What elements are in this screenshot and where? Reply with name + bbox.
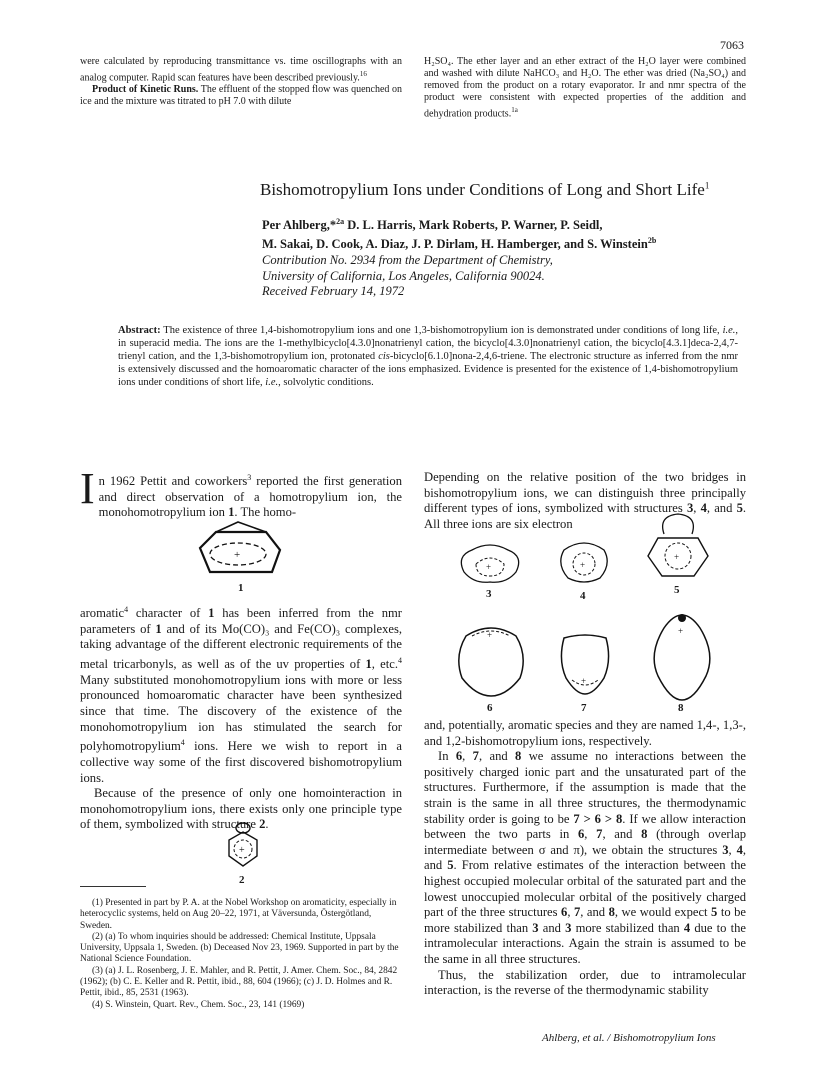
title-ref: 1 <box>704 180 710 191</box>
intro-p1b: reported the first generation and direct observation of a homotropylium ion, the monohomotropylium ion <box>98 474 402 520</box>
right-p3i: more stabilized than <box>571 920 684 935</box>
footnotes <box>80 898 402 1011</box>
section-head-product: Product of Kinetic Runs. <box>92 84 199 96</box>
author-sup-2b: 2b <box>647 236 657 246</box>
footnote-3: (3) (a) J. L. Rosenberg, J. E. Mahler, and R. Pettit, J. Amer. Chem. Soc., 84, 2842 (1962); (b) C. E. Keller and R. Pettit, ibid., 88, 604 (1966); (c) J. D. Holmes and R. Pettit, ibid., 85, 2531 (1963). <box>80 965 398 999</box>
author-sup-2a: 2a <box>336 217 345 226</box>
right-p2: and, potentially, aromatic species and they are named 1,4-, 1,3-, and 1,2-bishomotropylium ions, respectively. <box>424 718 746 748</box>
article-title <box>260 180 790 200</box>
structure-8-svg <box>644 604 720 704</box>
structure-8-figure <box>644 604 720 714</box>
body-p2e: , etc. <box>371 657 398 672</box>
structure-label-1: 1 <box>238 582 244 594</box>
body-p2g: ions. Here we wish to report in a collective way some of the first discovered bishomotropylium ions. <box>80 739 402 785</box>
stability-order: 7 > 6 > 8 <box>573 811 623 826</box>
right-p4: Thus, the stabilization order, due to intramolecular interaction, is the reverse of the thermodynamic stability <box>424 967 746 998</box>
abstract-label: Abstract: <box>118 325 161 336</box>
structure-label-5: 5 <box>674 584 680 596</box>
abstract-ie2: i.e. <box>265 377 279 388</box>
footnote-2: (2) (a) To whom inquiries should be addressed: Chemical Institute, Uppsala University, Uppsala 1, Sweden. (b) Deceased Nov 23, 1969. Supported in part by the National Science Foundation. <box>80 931 399 965</box>
body-p2d: and of its Mo(CO)₃ and Fe(CO)₃ complexes, taking advantage of the different electronic requirements of the metal tricarbonyls, as well as of the uv properties of <box>80 621 403 672</box>
abstract-p2: , in superacid media. The ions are the 1-methylbicyclo[4.3.0]nonatrienyl cation, the bicyclo[4.3.0]nonatrienyl cation, the bicyclo[4.3.1]deca-2,4,7-trienyl cation, and the 1,3-bishomotropylium ion, protonated <box>118 325 739 362</box>
affiliation-line2: University of California, Los Angeles, California 90024. <box>262 268 545 283</box>
abstract-p4: , solvolytic conditions. <box>278 377 374 388</box>
svg-text:+: + <box>486 562 492 572</box>
received-date: Received February 14, 1972 <box>262 284 405 298</box>
affiliation <box>262 253 722 300</box>
abstract-ie1: i.e. <box>722 325 736 336</box>
article-title-text: Bishomotropylium Ions under Conditions of Long and Short Life <box>260 180 705 199</box>
right-p3b: we assume no interactions between the positively charged ionic part and the unsaturated part of the structures. Furthermore, if the assumption is made that the strain is the same in all three structures, the thermodynamic stability order is going to be <box>424 749 746 826</box>
footnote-1: (1) Presented in part by P. A. at the Nobel Workshop on aromaticity, especially in heterocyclic systems, held on Aug 20–22, 1971, at Väversunda, Östergötland, Sweden. <box>80 898 397 931</box>
ref-4c: 4 <box>180 738 185 748</box>
author-list <box>262 214 782 252</box>
structure-2-figure <box>218 820 268 886</box>
abstract <box>118 324 738 389</box>
top-right-text-body: H₂SO₄. The ether layer and an ether extract of the H₂O layer were combined and washed with dilute NaHCO₃ and H₂O. The ether was dried (Na₂SO₄) and removed from the product on a rotary evaporator. Ir and nmr spectra of the product were consistent with expected properties of the addition and dehydration products. <box>424 56 746 120</box>
top-right-text <box>424 56 746 120</box>
page-number: 7063 <box>720 38 744 52</box>
svg-text:+: + <box>678 626 684 636</box>
ref-4a: 4 <box>124 605 129 614</box>
ref-1a: 1a <box>511 106 518 114</box>
structure-label-4: 4 <box>580 590 586 602</box>
footer-authors: Ahlberg, et al. <box>542 1032 605 1044</box>
author-line1b: D. L. Harris, Mark Roberts, P. Warner, P. Seidl, <box>344 218 603 233</box>
footer-separator: / <box>604 1032 614 1044</box>
svg-text:+: + <box>234 549 241 561</box>
right-p3e: . From relative estimates of the interaction between the highest occupied molecular orbital of the saturated part and the lowest unoccupied molecular orbital of the positively charged part of the three structures <box>424 858 746 920</box>
ref-16: 16 <box>359 70 367 78</box>
footer-title: Bishomotropylium Ions <box>613 1032 716 1044</box>
right-and-1: , and <box>706 501 737 516</box>
svg-text:+: + <box>239 845 245 856</box>
right-p3h: and <box>538 920 566 935</box>
structure-6-svg <box>450 616 532 702</box>
structure-label-8: 8 <box>678 702 684 714</box>
structure-label-6: 6 <box>487 702 493 714</box>
body-p3a: Because of the presence of only one homointeraction in monohomotropylium ions, there exists only one principle type of them, symbolized with structure <box>80 786 402 832</box>
top-left-text1: were calculated by reproducing transmittance vs. time oscillographs with an analog computer. Rapid scan features have been described previously. <box>80 56 402 84</box>
structure-4-figure <box>552 540 616 602</box>
footnote-rule <box>80 886 146 887</box>
ref-structure-3a: 3 <box>686 501 694 516</box>
ref-structure-2: 2 <box>259 817 266 832</box>
left-col-body: aromatic$^4$ character of 1 has been inferred from the nmr parameters of 1 and of its Mo(CO)₃ and Fe(CO)₃ complexes, taking advantage of the different electronic requirements of the metal tricarbonyls, as well as of the uv properties of 1, etc.$^4$ Many substituted monohomotropylium ions with more or less pronounced homoaromatic character have been synthesized since that time. The discovery of the existence of the monohomotropylium ion has stimulated the search for polyhomotropylium$^4$ ions. Here we wish to report in a collective way some of the first discovered bishomotropylium ions. Because of the presence of only one homointeraction in monohomotropylium ions, there exists only one principle type of them, symbolized with structure 2. <box>80 605 403 832</box>
right-p3j: due to the intramolecular interactions. Again the strain is assumed to be the same in all three structures. <box>424 920 747 966</box>
intro-p1c: . The homo- <box>234 505 297 520</box>
structure-7-svg <box>554 630 616 700</box>
body-p2b: character of <box>128 606 209 621</box>
structure-1-svg <box>180 518 300 584</box>
left-col-intro <box>80 464 402 521</box>
structure-5-figure <box>638 512 718 596</box>
ref-structure-5a: 5 <box>736 501 743 516</box>
affiliation-line1: Contribution No. 2934 from the Department of Chemistry, <box>262 253 553 267</box>
ref-3: 3 <box>247 473 252 482</box>
structure-2-svg <box>218 820 268 872</box>
structure-label-7: 7 <box>581 702 587 714</box>
right-col-intro: Depending on the relative position of the two bridges in bishomotropylium ions, we can distinguish three principally different types of ions, symbolized with structures 3, 4, and 5. All three ions are six electron <box>424 470 747 531</box>
structure-7-figure <box>554 630 616 714</box>
footnote-4: (4) S. Winstein, Quart. Rev., Chem. Soc., 23, 141 (1969) <box>92 999 305 1010</box>
structure-3-svg <box>450 542 530 586</box>
ref-structure-1: 1 <box>228 505 235 520</box>
right-p3f: , we would expect <box>614 905 712 920</box>
body-p2a: aromatic <box>80 606 125 621</box>
body-p3b: . <box>265 817 269 832</box>
structure-label-2: 2 <box>239 874 245 886</box>
structure-5-svg <box>638 512 718 584</box>
abstract-p3: -bicyclo[6.1.0]nona-2,4,6-triene. The electronic structure as inferred from the nmr is extensively discussed and the homoaromatic character of the ions emphasized. Evidence is presented for the existence of 1,4-bishomotropylium ions under conditions of short life, <box>118 351 738 388</box>
author-line2: M. Sakai, D. Cook, A. Diaz, J. P. Dirlam, H. Hamberger, and S. Winstein <box>262 237 648 252</box>
right-p3d: (through overlap intermediate between σ and π), we obtain the structures <box>424 827 746 857</box>
author-line1a: Per Ahlberg,* <box>262 218 337 233</box>
svg-text:+: + <box>674 552 680 562</box>
body-p2c: has been inferred from the nmr parameters of <box>80 606 402 636</box>
running-footer <box>542 1032 716 1044</box>
body-p2f: Many substituted monohomotropylium ions with more or less pronounced homoaromatic character have been synthesized since that time. The discovery of the existence of the monohomotropylium ion has stimulated the search for polyhomotropylium <box>80 672 402 754</box>
structure-3-figure <box>450 542 530 600</box>
top-left-text <box>80 56 402 108</box>
svg-text:+: + <box>487 630 493 640</box>
right-p3g: to be more stabilized than <box>424 905 746 935</box>
right-col-body: and, potentially, aromatic species and they are named 1,4-, 1,3-, and 1,2-bishomotropylium ions, respectively. In 6, 7, and 8 we assume no interactions between the positively charged ionic part and the unsaturated part of the structures. Furthermore, if the assumption is made that the strain is the same in all three structures, the thermodynamic stability order is going to be 7 > 6 > 8. If we allow interaction between the two parts in 6, 7, and 8 (through overlap intermediate between σ and π), we obtain the structures 3, 4, and 5. From relative estimates of the interaction between the highest occupied molecular orbital of the saturated part and the lowest unoccupied molecular orbital of the positively charged part of the three structures 6, 7, and 8, we would expect 5 to be more stabilized than 3 and 3 more stabilized than 4 due to the intramolecular interactions. Again the strain is assumed to be the same in all three structures. Thus, the stabilization order, due to intramolecular interaction, is the reverse of the thermodynamic stability <box>424 718 747 998</box>
right-p3a: In <box>438 749 456 764</box>
svg-text:+: + <box>581 676 587 686</box>
structure-label-3: 3 <box>486 588 492 600</box>
ref-structure-4a: 4 <box>700 501 707 516</box>
right-p1a: Depending on the relative position of the two bridges in bishomotropylium ions, we can distinguish three principally different types of ions, symbolized with structures <box>424 470 746 516</box>
top-left-text2: The effluent of the stopped flow was quenched on ice and the mixture was titrated to pH 7.0 with dilute <box>80 84 403 108</box>
intro-p1a: n 1962 Pettit and coworkers <box>98 474 248 489</box>
abstract-p1: The existence of three 1,4-bishomotropylium ions and one 1,3-bishomotropylium ion is demonstrated under conditions of long life, <box>163 325 723 336</box>
structure-4-svg <box>552 540 616 590</box>
right-p1b: . All three ions are six electron <box>424 501 747 531</box>
ref-4b: 4 <box>398 655 402 665</box>
svg-text:+: + <box>580 560 586 570</box>
structure-1-figure <box>180 518 300 594</box>
right-p3c: . If we allow interaction between the two parts in <box>424 811 746 842</box>
drop-cap: I <box>80 464 95 513</box>
abstract-cis: cis <box>378 351 390 362</box>
structure-6-figure <box>450 616 532 714</box>
